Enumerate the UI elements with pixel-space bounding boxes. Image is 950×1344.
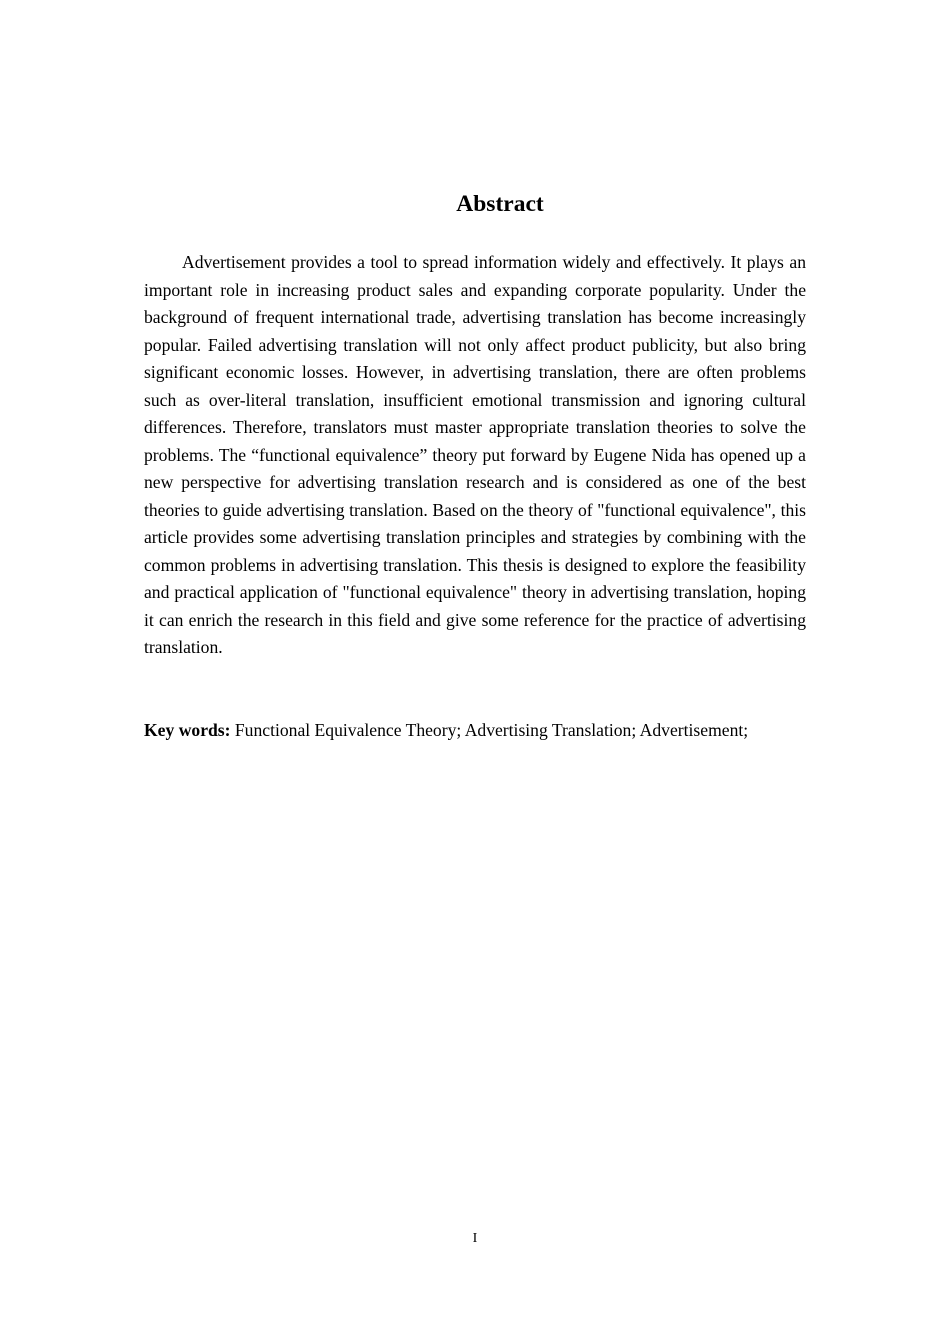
abstract-body: Advertisement provides a tool to spread information widely and effectively. It plays an important role in increasing product sales and expanding corporate popularity. Under the background of frequent international trade, advertising translation has become increasingly popular. Failed advertising translation will not only affect product publicity, but also bring significant economic losses. However, in advertising translation, there are often problems such as over-literal translation, insufficient emotional transmission and ignoring cultural differences. Therefore, translators must master appropriate translation theories to solve the problems. The “functional equivalence” theory put forward by Eugene Nida has opened up a new perspective for advertising translation research and is considered as one of the best theories to guide advertising translation. Based on the theory of "functional equivalence", this article provides some advertising translation principles and strategies by combining with the common problems in advertising translation. This thesis is designed to explore the feasibility and practical application of "functional equivalence" theory in advertising translation, hoping it can enrich the research in this field and give some reference for the practice of advertising translation. [144,252,806,657]
abstract-title: Abstract [456,191,544,217]
keywords-line [144,717,824,745]
page-number: I [472,1231,478,1246]
keywords-list: Functional Equivalence Theory; Advertising Translation; Advertisement; [230,720,749,740]
keywords-label: Key words: [144,720,231,740]
